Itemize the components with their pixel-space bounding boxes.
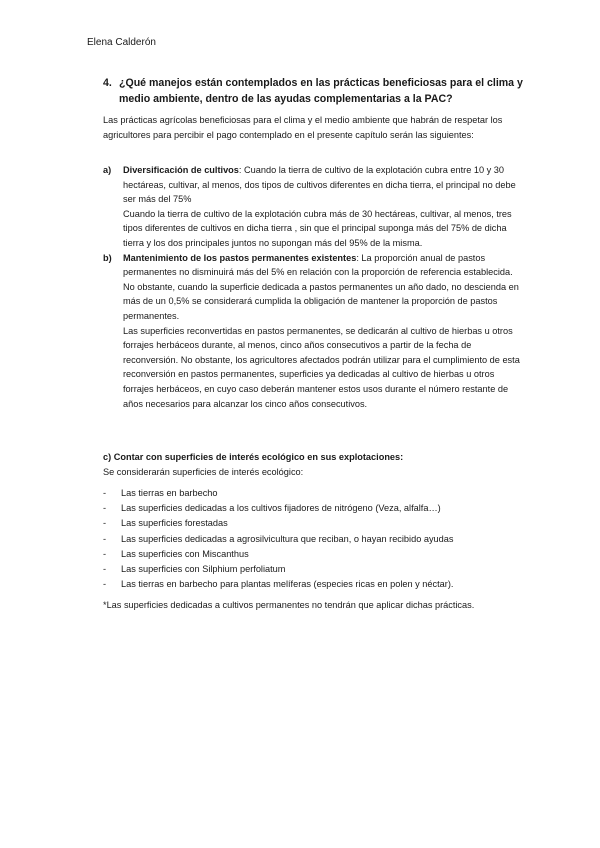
list-item: - Las superficies con Silphium perfoliatum bbox=[103, 562, 523, 577]
list-item: - Las superficies dedicadas a los cultivos fijadores de nitrógeno (Veza, alfalfa…) bbox=[103, 501, 523, 516]
item-paragraph: Las superficies reconvertidas en pastos permanentes, se dedicarán al cultivo de hierbas u otros forrajes herbáceos durante, al menos, cinco años consecutivos a partir de la fecha de reconversión. No obstante, los agricultores afectados podrán utilizar para el cumplimiento de esta reconversión en pastos permanentes, superficies ya dedicadas al cultivo de hierbas u otros forrajes herbáceos, en cuyo caso deberán mantener estos usos durante el número restante de años necesarios para alcanzar los cinco años consecutivos. bbox=[123, 325, 520, 409]
list-item: - Las superficies forestadas bbox=[103, 516, 523, 531]
item-text: : La proporción anual de pastos permanentes no disminuirá más del 5% en relación con la proporción de referencia establecida. No obstante, cuando la superficie dedicada a pastos permanentes un año dado, no descienda en más de un 0,5% se considerará cumplida la obligación de mantener la proporción de pastos permanentes. bbox=[123, 252, 519, 321]
item-paragraph: Cuando la tierra de cultivo de la explotación cubra más de 30 hectáreas, cultivar, al menos, tres tipos diferentes de cultivos en dicha tierra , sin que el principal suponga más del 75% de dicha tierra y los dos principales juntos no supongan más del 95% de la misma. bbox=[123, 208, 512, 248]
section-c-subtitle: Se considerarán superficies de interés ecológico: bbox=[103, 466, 304, 477]
footnote: *Las superficies dedicadas a cultivos permanentes no tendrán que aplicar dichas prácticas. bbox=[103, 600, 475, 610]
list-item-a bbox=[103, 163, 523, 251]
ecological-surfaces-list bbox=[103, 486, 523, 592]
bullet-marker: - bbox=[103, 579, 107, 590]
bullet-marker: - bbox=[103, 518, 107, 529]
item-marker: a) bbox=[103, 165, 112, 175]
list-item: - Las superficies con Miscanthus bbox=[103, 547, 523, 562]
list-item: - Las superficies dedicadas a agrosilvicultura que reciban, o hayan recibido ayudas bbox=[103, 532, 523, 547]
list-item: - Las tierras en barbecho para plantas melíferas (especies ricas en polen y néctar). bbox=[103, 577, 523, 592]
question-heading bbox=[103, 75, 523, 107]
item-title: Mantenimiento de los pastos permanentes existentes bbox=[123, 252, 357, 263]
list-item: - Las tierras en barbecho bbox=[103, 486, 523, 501]
item-paragraph bbox=[123, 163, 523, 207]
question-text: ¿Qué manejos están contemplados en las prácticas beneficiosas para el clima y medio ambiente, dentro de las ayudas complementarias a la PAC? bbox=[119, 77, 523, 105]
author-name: Elena Calderón bbox=[87, 37, 156, 48]
bullet-marker: - bbox=[103, 548, 107, 559]
bullet-marker: - bbox=[103, 533, 107, 544]
question-number: 4. bbox=[103, 77, 112, 89]
item-text: : Cuando la tierra de cultivo de la explotación cubra entre 10 y 30 hectáreas, cultivar, al menos, dos tipos de cultivos diferentes en dicha tierra, el principal no debe ser más del 75% bbox=[123, 165, 516, 205]
bullet-marker: - bbox=[103, 488, 107, 498]
practices-list bbox=[103, 163, 523, 411]
intro-paragraph: Las prácticas agrícolas beneficiosas para el clima y el medio ambiente que habrán de respetar los agricultores para percibir el pago contemplado en el presente capítulo serán las siguientes: bbox=[103, 115, 503, 140]
item-marker: b) bbox=[103, 252, 112, 263]
item-paragraph bbox=[123, 251, 523, 324]
list-item-b bbox=[103, 251, 523, 412]
bullet-marker: - bbox=[103, 503, 107, 514]
section-c-title: c) Contar con superficies de interés ecológico en sus explotaciones: bbox=[103, 452, 404, 462]
item-title: Diversificación de cultivos bbox=[123, 165, 239, 175]
section-c bbox=[103, 450, 523, 479]
bullet-marker: - bbox=[103, 563, 107, 574]
